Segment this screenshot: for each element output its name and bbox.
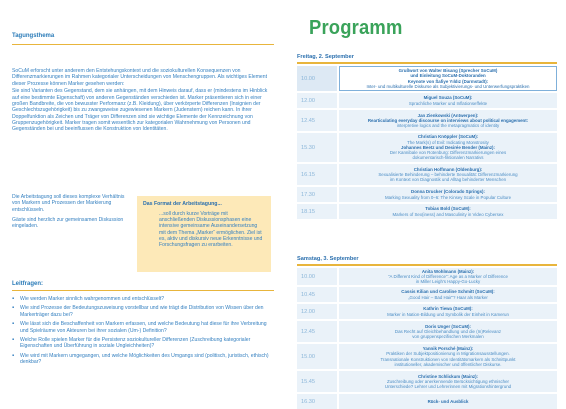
session-title: The Mark(s) of Evil: Indicating Monstrosity xyxy=(407,139,489,145)
session-details xyxy=(339,287,557,302)
schedule-row xyxy=(297,321,557,342)
session-time: 18.15 xyxy=(297,204,337,219)
right-page xyxy=(283,0,566,405)
divider xyxy=(12,44,274,45)
session-speaker: Cassis Kilian und Caroline Schmitt (SoCuM): xyxy=(401,289,495,295)
session-time: 12.45 xyxy=(297,110,337,131)
session-speaker: Keynote von Šafiye Yıldız (Darmstadt): xyxy=(407,78,489,84)
session-speaker: Tobias Bold (SoCuM): xyxy=(425,206,471,212)
day-heading-friday: Freitag, 2. September xyxy=(297,53,557,64)
format-box-body: ...soll durch kurze Vorträge mit anschließenden Diskussionsphasen eine intensive gemeinsame Auseinandersetzung mit dem Thema „Marker“ ermöglichen. Ziel ist es, aktiv und diskursiv neue Erkenntnisse und Forschungsfragen zu erarbeiten. xyxy=(159,211,263,249)
session-speaker: Kathrin Tiewa (SoCuM): xyxy=(423,306,473,312)
intro-paragraph: SoCuM erforscht unter anderem den Entstehungskontext und die soziokulturellen Konsequenzen von Differenzmarkierungen im Rahmen kategorialer Unterscheidungen von Menschengruppen. Als wichtiges Element dieser Prozesse können Marker gesehen werden: xyxy=(12,68,268,87)
session-title: “A Different Kind of Difference”: Age as a Marker of Difference xyxy=(388,273,508,279)
session-speaker: Christian Knöppler (SoCuM): xyxy=(417,134,479,140)
session-time: 16.30 xyxy=(297,394,337,409)
session-details xyxy=(339,344,557,369)
session-speaker: Christine Schlickum (Mainz): xyxy=(417,373,478,379)
section-title: Tagungsthema xyxy=(12,33,55,39)
schedule-row xyxy=(297,344,557,369)
session-details xyxy=(339,268,557,285)
session-title: im Kontext von Diagnostik und Alltag behinderter Menschen xyxy=(389,177,507,183)
schedule-row xyxy=(297,371,557,392)
session-time: 17.30 xyxy=(297,187,337,202)
schedule-row xyxy=(297,204,557,219)
intro-text xyxy=(12,68,274,134)
session-time: 16.15 xyxy=(297,164,337,185)
questions-title: Leitfragen: xyxy=(12,281,44,287)
session-title: Markers of Sex(iness) and Masculinity in Video Cybersex xyxy=(392,211,504,217)
session-details xyxy=(339,371,557,392)
session-speaker: Rearticulating everyday discourse on interviews about political engagement: xyxy=(367,117,529,123)
schedule-row xyxy=(297,287,557,302)
schedule-row xyxy=(297,268,557,285)
session-details xyxy=(339,204,557,219)
session-speaker: und Einleitung SoCuM-Doktoranden xyxy=(410,73,486,79)
schedule-row xyxy=(297,304,557,319)
questions-list xyxy=(12,296,274,369)
schedule-row xyxy=(297,66,557,91)
session-title: interpretive logics and the metapragmatics of identity xyxy=(396,123,500,129)
schedule-row xyxy=(297,187,557,202)
session-title: Unterschiede? Lehrer und Lehrerinnen mit Migrationshintergrund xyxy=(384,384,512,390)
session-speaker: Grußwort von Walter Bisang (Sprecher SoCuM) xyxy=(398,68,498,74)
question-item: ▪ Wie sind Prozesse der Bedeutungszuweisung vorstellbar und wie trägt die Distribution von Wissen über den Markerträger dazu bei? xyxy=(12,305,274,318)
session-title: „Good Hair – Bad Hair“? Haar als Marker xyxy=(408,294,488,300)
question-item: ▪ Wie lässt sich die Beschaffenheit von Markern erfassen, und welche Bedeutung hat diese für ihre Verbreitung und Spielräume von Akteuren bei ihrer sozialen (Um-) Definition? xyxy=(12,321,274,334)
invitation-paragraph: Gäste sind herzlich zur gemeinsamen Diskussion eingeladen. xyxy=(12,216,124,230)
session-time: 10.45 xyxy=(297,287,337,302)
session-details xyxy=(339,110,557,131)
session-details xyxy=(339,133,557,162)
schedule-row xyxy=(297,164,557,185)
question-item: ▪ Wie werden Marker sinnlich wahrgenommen und entschlüsselt? xyxy=(12,296,274,302)
schedule-row xyxy=(297,133,557,162)
session-time: 10.00 xyxy=(297,66,337,91)
schedule-row xyxy=(297,394,557,409)
session-time: 12.00 xyxy=(297,93,337,108)
session-speaker: Yannik Porsché (Mainz): xyxy=(422,346,474,352)
session-title: dokumentarisch-fiktionalen Narrativs xyxy=(412,155,484,161)
session-title: in Miller Leigh’s Happy-Go-Lucky xyxy=(415,279,481,285)
format-box xyxy=(137,196,271,272)
invitation-text xyxy=(12,194,130,233)
schedule-row xyxy=(297,93,557,108)
question-item: ▪ Wie wird mit Markern umgegangen, und welche Möglichkeiten des Umgangs sind (politisch, juristisch, ethisch) denkbar? xyxy=(12,353,274,366)
session-time: 12.00 xyxy=(297,304,337,319)
session-speaker: Johannes Beetz und Desirée Bender (Mainz): xyxy=(401,144,495,150)
session-title: Sexualisierte Behinderung – behinderte Sexualität: Differenzmarkierung xyxy=(378,171,518,177)
day-heading-saturday: Samstag, 3. September xyxy=(297,255,557,266)
session-speaker: Anita Wohlmann (Mainz): xyxy=(421,268,475,274)
session-title: institutioneller, akademischer und öffentlicher Diskurse. xyxy=(394,361,502,367)
session-title: Marking Sexuality from 0–6: The Kinsey Scale in Popular Culture xyxy=(384,194,512,200)
session-speaker: Jan Zienkowski (Antwerpen): xyxy=(417,112,479,118)
session-details xyxy=(339,394,557,409)
session-speaker: Doris Unger (SoCuM): xyxy=(425,323,471,329)
session-title: Sprachliche Marker und Inflationseffekte xyxy=(408,100,488,106)
session-speaker: Donna Drucker (Colorado Springs): xyxy=(411,189,485,195)
left-page xyxy=(0,0,283,400)
session-speaker: Miguel Souza (SoCuM): xyxy=(423,95,473,101)
session-details xyxy=(339,321,557,342)
session-time: 15.00 xyxy=(297,344,337,369)
schedule-row xyxy=(297,110,557,131)
session-details xyxy=(339,187,557,202)
session-title: Zuschreibung oder anerkennende Berücksichtigung ethnischer xyxy=(386,378,510,384)
session-details xyxy=(339,164,557,185)
session-details xyxy=(339,93,557,108)
session-title: Der Kannibale von Rotenburg: Differenzmarkierungen eines xyxy=(389,150,507,156)
session-time: 15.45 xyxy=(297,371,337,392)
session-title: Das Recht auf Gleichbehandlung und die (In)Relevanz xyxy=(394,328,502,334)
session-time: 15.30 xyxy=(297,133,337,162)
session-title: von gruppenspezifischen Merkmalen xyxy=(412,334,484,340)
session-details xyxy=(339,304,557,319)
session-speaker: Christian Hoffmann (Oldenburg): xyxy=(413,166,483,172)
session-title: Praktiken der Subjektpositionierung in Migrationsausstellungen. xyxy=(386,351,510,357)
program-title: Programm xyxy=(309,17,403,39)
session-title: Transnationale Konstruktionen von Identitätsmarkern als Schnittpunkt xyxy=(380,356,516,362)
question-item: ▪ Welche Rolle spielen Marker für die Persistenz soziokultureller Differenzen (Zuschreibung kategorialer Eigenschaften und Überführung in soziale Ungleichheiten)? xyxy=(12,337,274,350)
session-time: 10.00 xyxy=(297,268,337,285)
session-time: 12.45 xyxy=(297,321,337,342)
session-speaker: Rück- und Ausblick xyxy=(427,398,469,404)
divider xyxy=(12,290,274,291)
session-title: Inter- und multikulturelle Diskurse als Subjektivierungs- und Unterwerfungspraktiken xyxy=(366,83,530,89)
format-box-title: Das Format der Arbeitstagung... xyxy=(143,201,222,207)
session-title: Marker in Nation-Bildung und Symbolik der Einheit in Kamerun xyxy=(387,311,509,317)
session-details xyxy=(339,66,557,91)
intro-paragraph: Sie sind Varianten des Gegenstand, dem sie anhängen, mit dem Hinweis darauf, dass er (mindestens im Hinblick auf eine bestimmte Eigenschaft) von anderen Gegenständen verschieden ist. Marker präsentieren sich in einer großen Bandbreite, die von bewusster Performanz (z.B. Kleidung), über verkörperte Differenzen (Insignien der Geschlechtszugehörigkeit) bis zu zwangsweise zugewiesenen Markern (Judenstern) reichen kann. In ihrer Doppelfunktion als Zeichen und Träger von Differenzen sind sie wichtige Elemente der Kennzeichnung von Gruppenzugehörigkeit. Marker tragen somit wesentlich zur kategorialen Wahrnehmung von Personen und Gegenständen bei und beeinflussen die Konstruktion von Identitäten. xyxy=(12,88,268,133)
invitation-paragraph: Die Arbeitstagung soll dieses komplexe Verhältnis von Markern und Prozessen der Markierung entschlüsseln. xyxy=(12,194,125,213)
